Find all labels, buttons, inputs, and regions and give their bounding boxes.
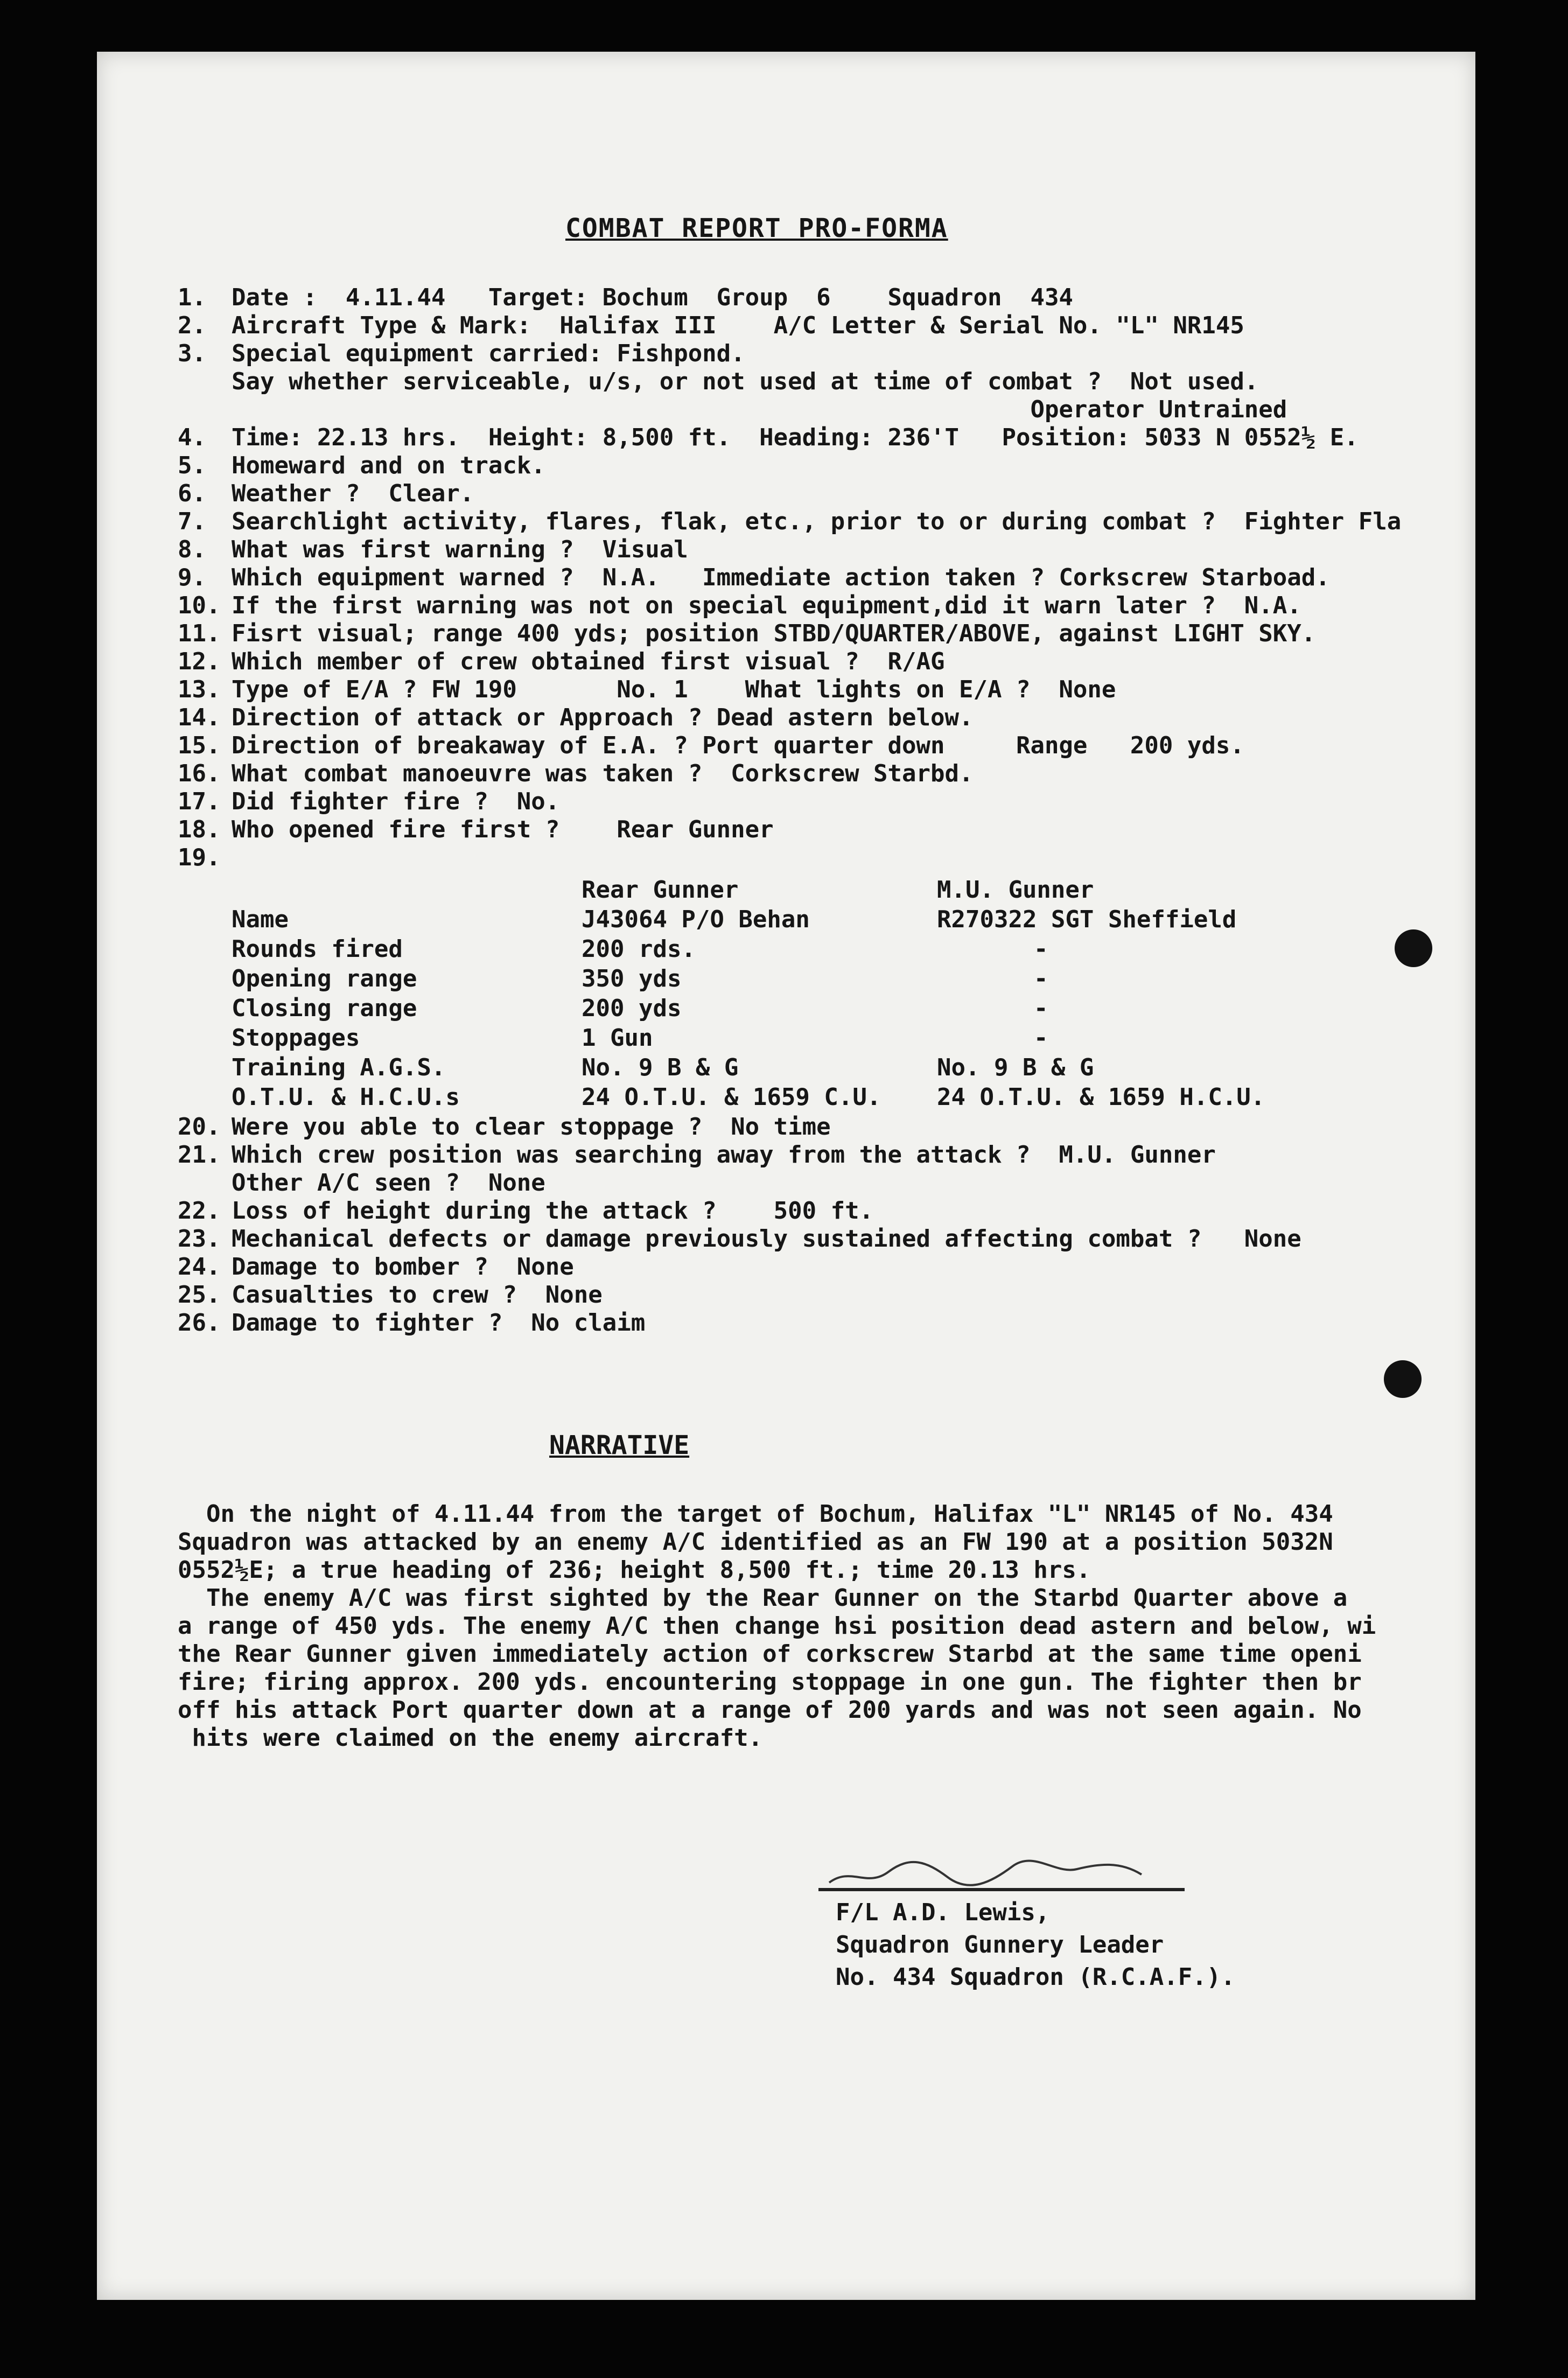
item-number: 1. [178, 284, 206, 311]
narrative-line: a range of 450 yds. The enemy A/C then change hsi position dead astern and below, wi [178, 1612, 1376, 1640]
table-row-label: O.T.U. & H.C.U.s [232, 1083, 460, 1111]
item-text: Fisrt visual; range 400 yds; position STBD/QUARTER/ABOVE, against LIGHT SKY. [232, 620, 1316, 647]
item-number: 26. [178, 1309, 221, 1337]
item-text: If the first warning was not on special equipment,did it warn later ? N.A. [232, 592, 1301, 619]
table-cell: - [1034, 965, 1048, 992]
item-text: Casualties to crew ? None [232, 1281, 603, 1309]
table-header: M.U. Gunner [937, 876, 1094, 904]
item-number: 6. [178, 480, 206, 507]
signatory-unit: No. 434 Squadron (R.C.A.F.). [836, 1963, 1235, 1991]
item-number: 14. [178, 704, 221, 731]
narrative-line: hits were claimed on the enemy aircraft. [178, 1724, 763, 1752]
item-text: What combat manoeuvre was taken ? Corkscrew Starbd. [232, 760, 974, 787]
table-cell: 1 Gun [582, 1024, 653, 1052]
table-cell: 24 O.T.U. & 1659 H.C.U. [937, 1083, 1265, 1111]
table-cell: - [1034, 935, 1048, 963]
narrative-line: Squadron was attacked by an enemy A/C identified as an FW 190 at a position 5032N [178, 1528, 1333, 1556]
item-text: Which crew position was searching away from the attack ? M.U. Gunner [232, 1141, 1216, 1169]
table-cell: 200 yds [582, 995, 682, 1022]
item-text: Damage to fighter ? No claim [232, 1309, 646, 1337]
item-number: 22. [178, 1197, 221, 1225]
table-row-label: Training A.G.S. [232, 1054, 446, 1081]
report-title: COMBAT REPORT PRO-FORMA [565, 213, 948, 243]
item-number: 24. [178, 1253, 221, 1281]
table-cell: 24 O.T.U. & 1659 C.U. [582, 1083, 881, 1111]
item-number: 4. [178, 424, 206, 451]
table-cell: 200 rds. [582, 935, 696, 963]
signature-line [818, 1888, 1185, 1891]
item-text: Who opened fire first ? Rear Gunner [232, 816, 774, 843]
narrative-line: off his attack Port quarter down at a range of 200 yards and was not seen again. No [178, 1696, 1362, 1724]
narrative-line: 0552½E; a true heading of 236; height 8,500 ft.; time 20.13 hrs. [178, 1556, 1091, 1584]
item-text: Loss of height during the attack ? 500 ft. [232, 1197, 874, 1225]
item-number: 15. [178, 732, 221, 759]
item-text: Time: 22.13 hrs. Height: 8,500 ft. Heading: 236'T Position: 5033 N 0552½ E. [232, 424, 1359, 451]
item-number: 8. [178, 536, 206, 563]
signatory-name: F/L A.D. Lewis, [836, 1899, 1050, 1926]
narrative-line: The enemy A/C was first sighted by the Rear Gunner on the Starbd Quarter above a [178, 1584, 1348, 1612]
item-number: 13. [178, 676, 221, 703]
item-text: Weather ? Clear. [232, 480, 474, 507]
item-text: Special equipment carried: Fishpond. [232, 340, 745, 367]
item-text: Were you able to clear stoppage ? No time [232, 1113, 831, 1141]
item-text: Operator Untrained [232, 396, 1287, 423]
combat-report [97, 52, 1475, 2300]
item-number: 7. [178, 508, 206, 535]
item-number: 17. [178, 788, 221, 815]
table-row-label: Opening range [232, 965, 417, 992]
item-text: Which equipment warned ? N.A. Immediate action taken ? Corkscrew Starboad. [232, 564, 1330, 591]
narrative-line: On the night of 4.11.44 from the target of Bochum, Halifax "L" NR145 of No. 434 [178, 1500, 1333, 1528]
document-page [97, 52, 1475, 2300]
item-number: 23. [178, 1225, 221, 1253]
narrative-line: fire; firing approx. 200 yds. encountering stoppage in one gun. The fighter then br [178, 1668, 1362, 1696]
item-number: 3. [178, 340, 206, 367]
item-number: 18. [178, 816, 221, 843]
item-text: Mechanical defects or damage previously sustained affecting combat ? None [232, 1225, 1301, 1253]
item-text: Direction of attack or Approach ? Dead astern below. [232, 704, 974, 731]
table-cell: J43064 P/O Behan [582, 906, 810, 933]
table-cell: No. 9 B & G [937, 1054, 1094, 1081]
item-text: Say whether serviceable, u/s, or not used at time of combat ? Not used. [232, 368, 1259, 395]
item-number: 10. [178, 592, 221, 619]
item-number: 2. [178, 312, 206, 339]
item-text: What was first warning ? Visual [232, 536, 688, 563]
item-text: Other A/C seen ? None [232, 1169, 545, 1197]
table-row-label: Rounds fired [232, 935, 403, 963]
table-header: Rear Gunner [582, 876, 739, 904]
signature-scrawl [818, 1845, 1185, 1893]
item-text: Searchlight activity, flares, flak, etc., prior to or during combat ? Fighter Fla [232, 508, 1402, 535]
narrative-line: the Rear Gunner given immediately action of corkscrew Starbd at the same time openi [178, 1640, 1362, 1668]
table-cell: No. 9 B & G [582, 1054, 739, 1081]
item-number: 5. [178, 452, 206, 479]
table-row-label: Closing range [232, 995, 417, 1022]
table-cell: - [1034, 1024, 1048, 1052]
item-text: Homeward and on track. [232, 452, 545, 479]
item-text: Date : 4.11.44 Target: Bochum Group 6 Squadron 434 [232, 284, 1073, 311]
table-row-label: Stoppages [232, 1024, 360, 1052]
item-number: 19. [178, 844, 221, 871]
item-number: 21. [178, 1141, 221, 1169]
table-cell: R270322 SGT Sheffield [937, 906, 1237, 933]
narrative-title: NARRATIVE [549, 1430, 690, 1460]
table-cell: 350 yds [582, 965, 682, 992]
item-text: Did fighter fire ? No. [232, 788, 560, 815]
table-cell: - [1034, 995, 1048, 1022]
item-number: 11. [178, 620, 221, 647]
item-number: 12. [178, 648, 221, 675]
item-text: Direction of breakaway of E.A. ? Port quarter down Range 200 yds. [232, 732, 1244, 759]
item-text: Which member of crew obtained first visual ? R/AG [232, 648, 945, 675]
table-row-label: Name [232, 906, 289, 933]
item-number: 20. [178, 1113, 221, 1141]
item-number: 25. [178, 1281, 221, 1309]
item-number: 9. [178, 564, 206, 591]
item-number: 16. [178, 760, 221, 787]
item-text: Damage to bomber ? None [232, 1253, 574, 1281]
signatory-title: Squadron Gunnery Leader [836, 1931, 1164, 1959]
item-text: Aircraft Type & Mark: Halifax III A/C Letter & Serial No. "L" NR145 [232, 312, 1244, 339]
item-text: Type of E/A ? FW 190 No. 1 What lights on E/A ? None [232, 676, 1116, 703]
